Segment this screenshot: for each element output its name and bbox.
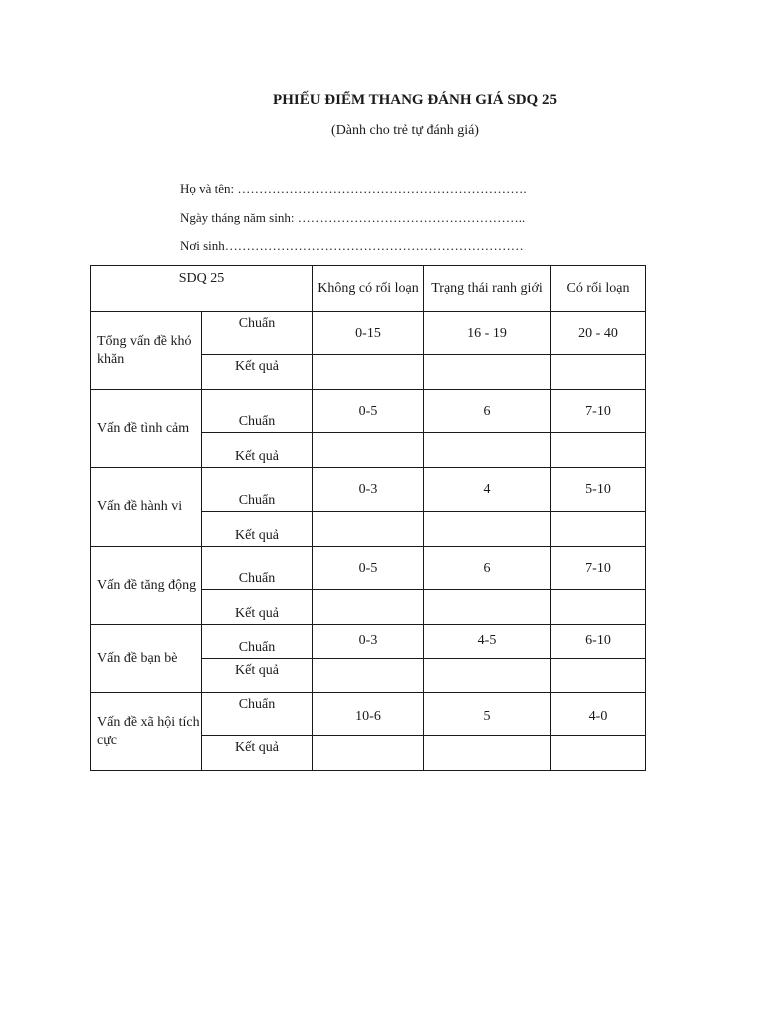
category-prosocial: Vấn đề xã hội tích cực: [91, 693, 202, 771]
result-borderline-cell[interactable]: [424, 512, 551, 547]
result-normal-cell[interactable]: [313, 736, 424, 771]
result-disorder-cell[interactable]: [551, 355, 646, 390]
name-field: [180, 181, 527, 197]
result-normal-cell[interactable]: [313, 659, 424, 693]
table-row: [91, 547, 646, 590]
form-title: PHIẾU ĐIỂM THANG ĐÁNH GIÁ SDQ 25: [273, 92, 557, 108]
table-row: [91, 390, 646, 433]
standard-label: Chuẩn: [202, 468, 313, 512]
disorder-range: 7-10: [551, 547, 646, 590]
standard-label: Chuẩn: [202, 390, 313, 433]
result-normal-cell[interactable]: [313, 433, 424, 468]
disorder-range: 4-0: [551, 693, 646, 736]
birthplace-blank: ……………………………………………………………: [224, 238, 524, 253]
sdq-score-table: [90, 265, 646, 771]
standard-label: Chuẩn: [202, 693, 313, 736]
result-disorder-cell[interactable]: [551, 512, 646, 547]
category-emotional: Vấn đề tình cảm: [91, 390, 202, 468]
standard-label: Chuẩn: [202, 625, 313, 659]
table-row: [91, 312, 646, 355]
result-label: Kết quả: [202, 590, 313, 625]
normal-range: 0-3: [313, 625, 424, 659]
borderline-range: 6: [424, 390, 551, 433]
category-peer: Vấn đề bạn bè: [91, 625, 202, 693]
result-borderline-cell[interactable]: [424, 659, 551, 693]
result-label: Kết quả: [202, 736, 313, 771]
header-borderline: Trạng thái ranh giới: [424, 266, 551, 312]
result-borderline-cell[interactable]: [424, 736, 551, 771]
result-label: Kết quả: [202, 512, 313, 547]
dob-label: Ngày tháng năm sinh:: [180, 210, 295, 225]
name-label: Họ và tên:: [180, 181, 235, 196]
borderline-range: 5: [424, 693, 551, 736]
result-normal-cell[interactable]: [313, 355, 424, 390]
normal-range: 0-3: [313, 468, 424, 512]
borderline-range: 6: [424, 547, 551, 590]
disorder-range: 6-10: [551, 625, 646, 659]
result-disorder-cell[interactable]: [551, 659, 646, 693]
result-label: Kết quả: [202, 659, 313, 693]
header-disorder: Có rối loạn: [551, 266, 646, 312]
normal-range: 0-15: [313, 312, 424, 355]
disorder-range: 5-10: [551, 468, 646, 512]
normal-range: 0-5: [313, 547, 424, 590]
header-normal: Không có rối loạn: [313, 266, 424, 312]
standard-label: Chuẩn: [202, 547, 313, 590]
header-sdq: SDQ 25: [91, 266, 313, 312]
birthplace-field: [180, 238, 524, 254]
standard-label: Chuẩn: [202, 312, 313, 355]
dob-blank: ……………………………………………..: [297, 210, 526, 225]
result-borderline-cell[interactable]: [424, 590, 551, 625]
dob-field: [180, 210, 525, 226]
form-subtitle: (Dành cho trẻ tự đánh giá): [331, 123, 479, 138]
normal-range: 10-6: [313, 693, 424, 736]
result-borderline-cell[interactable]: [424, 433, 551, 468]
disorder-range: 7-10: [551, 390, 646, 433]
category-total: Tổng vấn đề khó khăn: [91, 312, 202, 390]
normal-range: 0-5: [313, 390, 424, 433]
category-hyperactivity: Vấn đề tăng động: [91, 547, 202, 625]
result-disorder-cell[interactable]: [551, 433, 646, 468]
borderline-range: 16 - 19: [424, 312, 551, 355]
borderline-range: 4: [424, 468, 551, 512]
result-disorder-cell[interactable]: [551, 590, 646, 625]
borderline-range: 4-5: [424, 625, 551, 659]
result-normal-cell[interactable]: [313, 512, 424, 547]
name-blank: ………………………………………………………….: [237, 181, 527, 196]
table-header-row: [91, 266, 646, 312]
result-normal-cell[interactable]: [313, 590, 424, 625]
table-row: [91, 625, 646, 659]
result-label: Kết quả: [202, 433, 313, 468]
disorder-range: 20 - 40: [551, 312, 646, 355]
table-row: [91, 468, 646, 512]
birthplace-label: Nơi sinh: [180, 238, 225, 253]
result-disorder-cell[interactable]: [551, 736, 646, 771]
table-row: [91, 693, 646, 736]
result-borderline-cell[interactable]: [424, 355, 551, 390]
result-label: Kết quả: [202, 355, 313, 390]
category-conduct: Vấn đề hành vi: [91, 468, 202, 547]
